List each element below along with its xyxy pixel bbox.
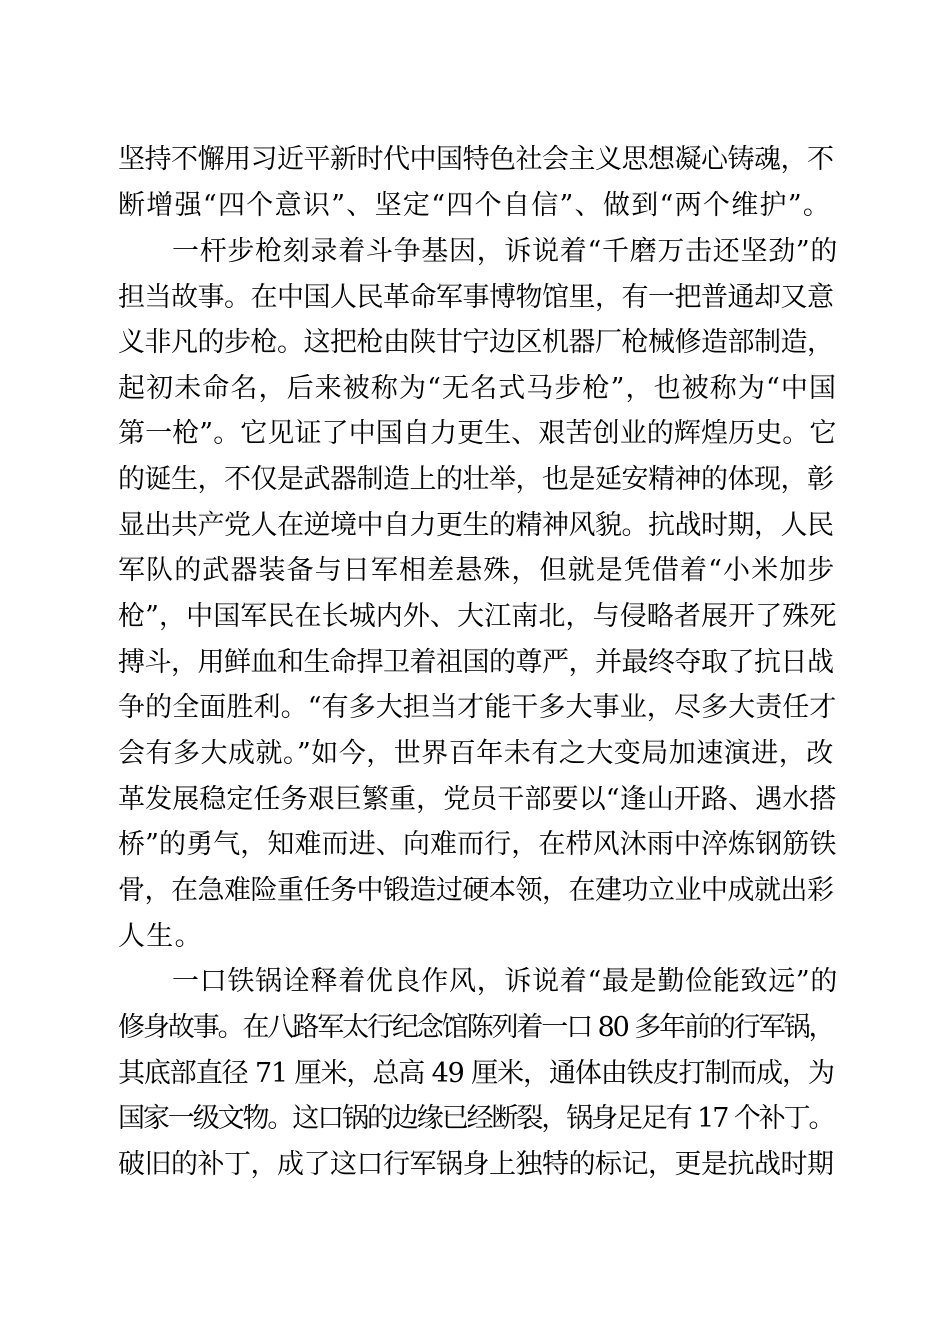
- paragraph-start-line: 一杆步枪刻录着斗争基因，诉说着“千磨万击还坚劲”的: [172, 236, 839, 267]
- text-line: 会有多大成就。”如今，世界百年未有之大变局加速演进，改: [118, 738, 834, 769]
- text-line: 显出共产党人在逆境中自力更生的精神风貌。抗战时期，人民: [118, 510, 834, 541]
- text-line: 其底部直径 71 厘米，总高 49 厘米，通体由铁皮打制而成，为: [118, 1058, 834, 1089]
- text-line: 搏斗，用鲜血和生命捍卫着祖国的尊严，并最终夺取了抗日战: [118, 647, 834, 678]
- text-line: 的诞生，不仅是武器制造上的壮举，也是延安精神的体现，彰: [118, 464, 834, 495]
- text-line: 坚持不懈用习近平新时代中国特色社会主义思想凝心铸魂，不: [118, 144, 834, 175]
- text-line: 革发展稳定任务艰巨繁重，党员干部要以“逢山开路、遇水搭: [118, 784, 837, 815]
- text-line: 军队的武器装备与日军相差悬殊，但就是凭借着“小米加步: [118, 555, 836, 586]
- text-line: 桥”的勇气，知难而进、向难而行，在栉风沐雨中淬炼钢筋铁: [118, 829, 837, 860]
- text-line: 断增强“四个意识”、坚定“四个自信”、做到“两个维护”。: [118, 190, 832, 221]
- text-line: 枪”，中国军民在长城内外、大江南北，与侵略者展开了殊死: [118, 601, 837, 632]
- text-line: 国家一级文物。这口锅的边缘已经断裂，锅身足足有 17 个补丁。: [118, 1103, 834, 1134]
- text-line: 起初未命名，后来被称为“无名式马步枪”，也被称为“中国: [118, 373, 838, 404]
- paragraph-start-line: 一口铁锅诠释着优良作风，诉说着“最是勤俭能致远”的: [172, 966, 839, 997]
- text-line: 骨，在急难险重任务中锻造过硬本领，在建功立业中成就出彩: [118, 875, 834, 906]
- text-line: 破旧的补丁，成了这口行军锅身上独特的标记，更是抗战时期: [118, 1149, 834, 1180]
- text-line: 担当故事。在中国人民革命军事博物馆里，有一把普通却又意: [118, 282, 834, 313]
- text-line: 义非凡的步枪。这把枪由陕甘宁边区机器厂枪械修造部制造，: [118, 327, 834, 358]
- text-line: 人生。: [118, 921, 203, 952]
- text-line: 第一枪”。它见证了中国自力更生、艰苦创业的辉煌历史。它: [118, 418, 837, 449]
- text-line: 争的全面胜利。“有多大担当才能干多大事业，尽多大责任才: [118, 692, 837, 723]
- text-line: 修身故事。在八路军太行纪念馆陈列着一口 80 多年前的行军锅，: [118, 1012, 834, 1043]
